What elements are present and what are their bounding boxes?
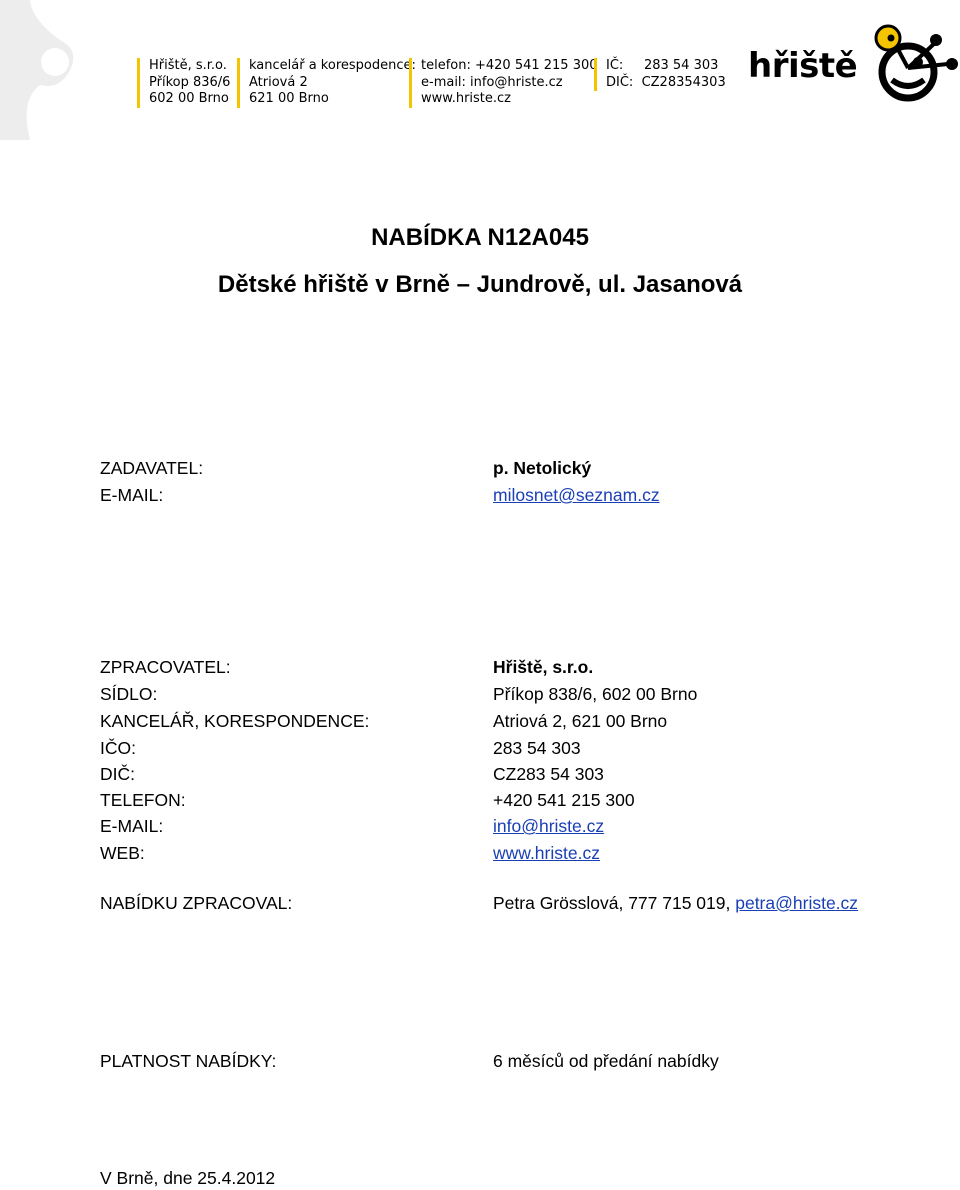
office-label: KANCELÁŘ, KORESPONDENCE: xyxy=(100,711,370,731)
offer-subject: Dětské hřiště v Brně – Jundrově, ul. Jasanová xyxy=(217,271,743,298)
header-phone: telefon: +420 541 215 300 xyxy=(421,58,598,73)
header-ic: IČ: 283 54 303 xyxy=(606,58,719,73)
client-email-link[interactable]: milosnet@seznam.cz xyxy=(493,485,660,505)
header-company-street: Příkop 836/6 xyxy=(149,74,231,90)
office-value: Atriová 2, 621 00 Brno xyxy=(493,711,668,731)
logo-wordmark: hřiště xyxy=(748,46,858,86)
email-label: E-MAIL: xyxy=(100,816,164,836)
prepared-by-label: NABÍDKU ZPRACOVAL: xyxy=(100,893,293,913)
header-office xyxy=(237,58,416,108)
dic-label: DIČ: xyxy=(100,764,135,784)
header-company-name: Hřiště, s.r.o. xyxy=(149,58,227,73)
phone-label: TELEFON: xyxy=(100,790,186,810)
seat-label: SÍDLO: xyxy=(100,684,158,704)
header-company xyxy=(137,58,230,108)
ico-label: IČO: xyxy=(100,738,136,758)
header-dic: DIČ: CZ28354303 xyxy=(606,74,726,90)
email-link[interactable]: info@hriste.cz xyxy=(493,816,605,836)
web-label: WEB: xyxy=(100,843,145,863)
prepared-by-email-link[interactable]: petra@hriste.cz xyxy=(735,893,859,913)
client-label: ZADAVATEL: xyxy=(100,458,204,478)
dic-value: CZ283 54 303 xyxy=(493,764,604,784)
web-link[interactable]: www.hriste.cz xyxy=(493,843,600,863)
contractor-label: ZPRACOVATEL: xyxy=(100,657,231,677)
header-office-city: 621 00 Brno xyxy=(249,91,329,106)
header-email: e-mail: info@hriste.cz xyxy=(421,74,563,90)
prepared-by-value xyxy=(493,893,858,914)
company-logo xyxy=(748,24,960,110)
validity-label: PLATNOST NABÍDKY: xyxy=(100,1051,277,1071)
header-office-title: kancelář a korespodence: xyxy=(249,58,416,73)
offer-number: NABÍDKA N12A045 xyxy=(371,224,589,251)
corner-decoration xyxy=(0,0,100,140)
header-office-street: Atriová 2 xyxy=(249,74,308,90)
header-web: www.hriste.cz xyxy=(421,91,512,106)
header-ids xyxy=(594,58,726,91)
seat-value: Příkop 838/6, 602 00 Brno xyxy=(493,684,698,704)
client-name: p. Netolický xyxy=(493,458,592,478)
header-company-city: 602 00 Brno xyxy=(149,91,229,106)
client-email-label: E-MAIL: xyxy=(100,485,164,505)
contractor-name: Hřiště, s.r.o. xyxy=(493,657,594,677)
prepared-by-text: Petra Grösslová, 777 715 019, xyxy=(493,893,736,913)
validity-value: 6 měsíců od předání nabídky xyxy=(493,1051,719,1071)
logo-mascot-icon xyxy=(866,24,960,110)
place-date: V Brně, dne 25.4.2012 xyxy=(100,1168,276,1188)
ico-value: 283 54 303 xyxy=(493,738,581,758)
header-contact xyxy=(409,58,598,108)
phone-value: +420 541 215 300 xyxy=(493,790,635,810)
